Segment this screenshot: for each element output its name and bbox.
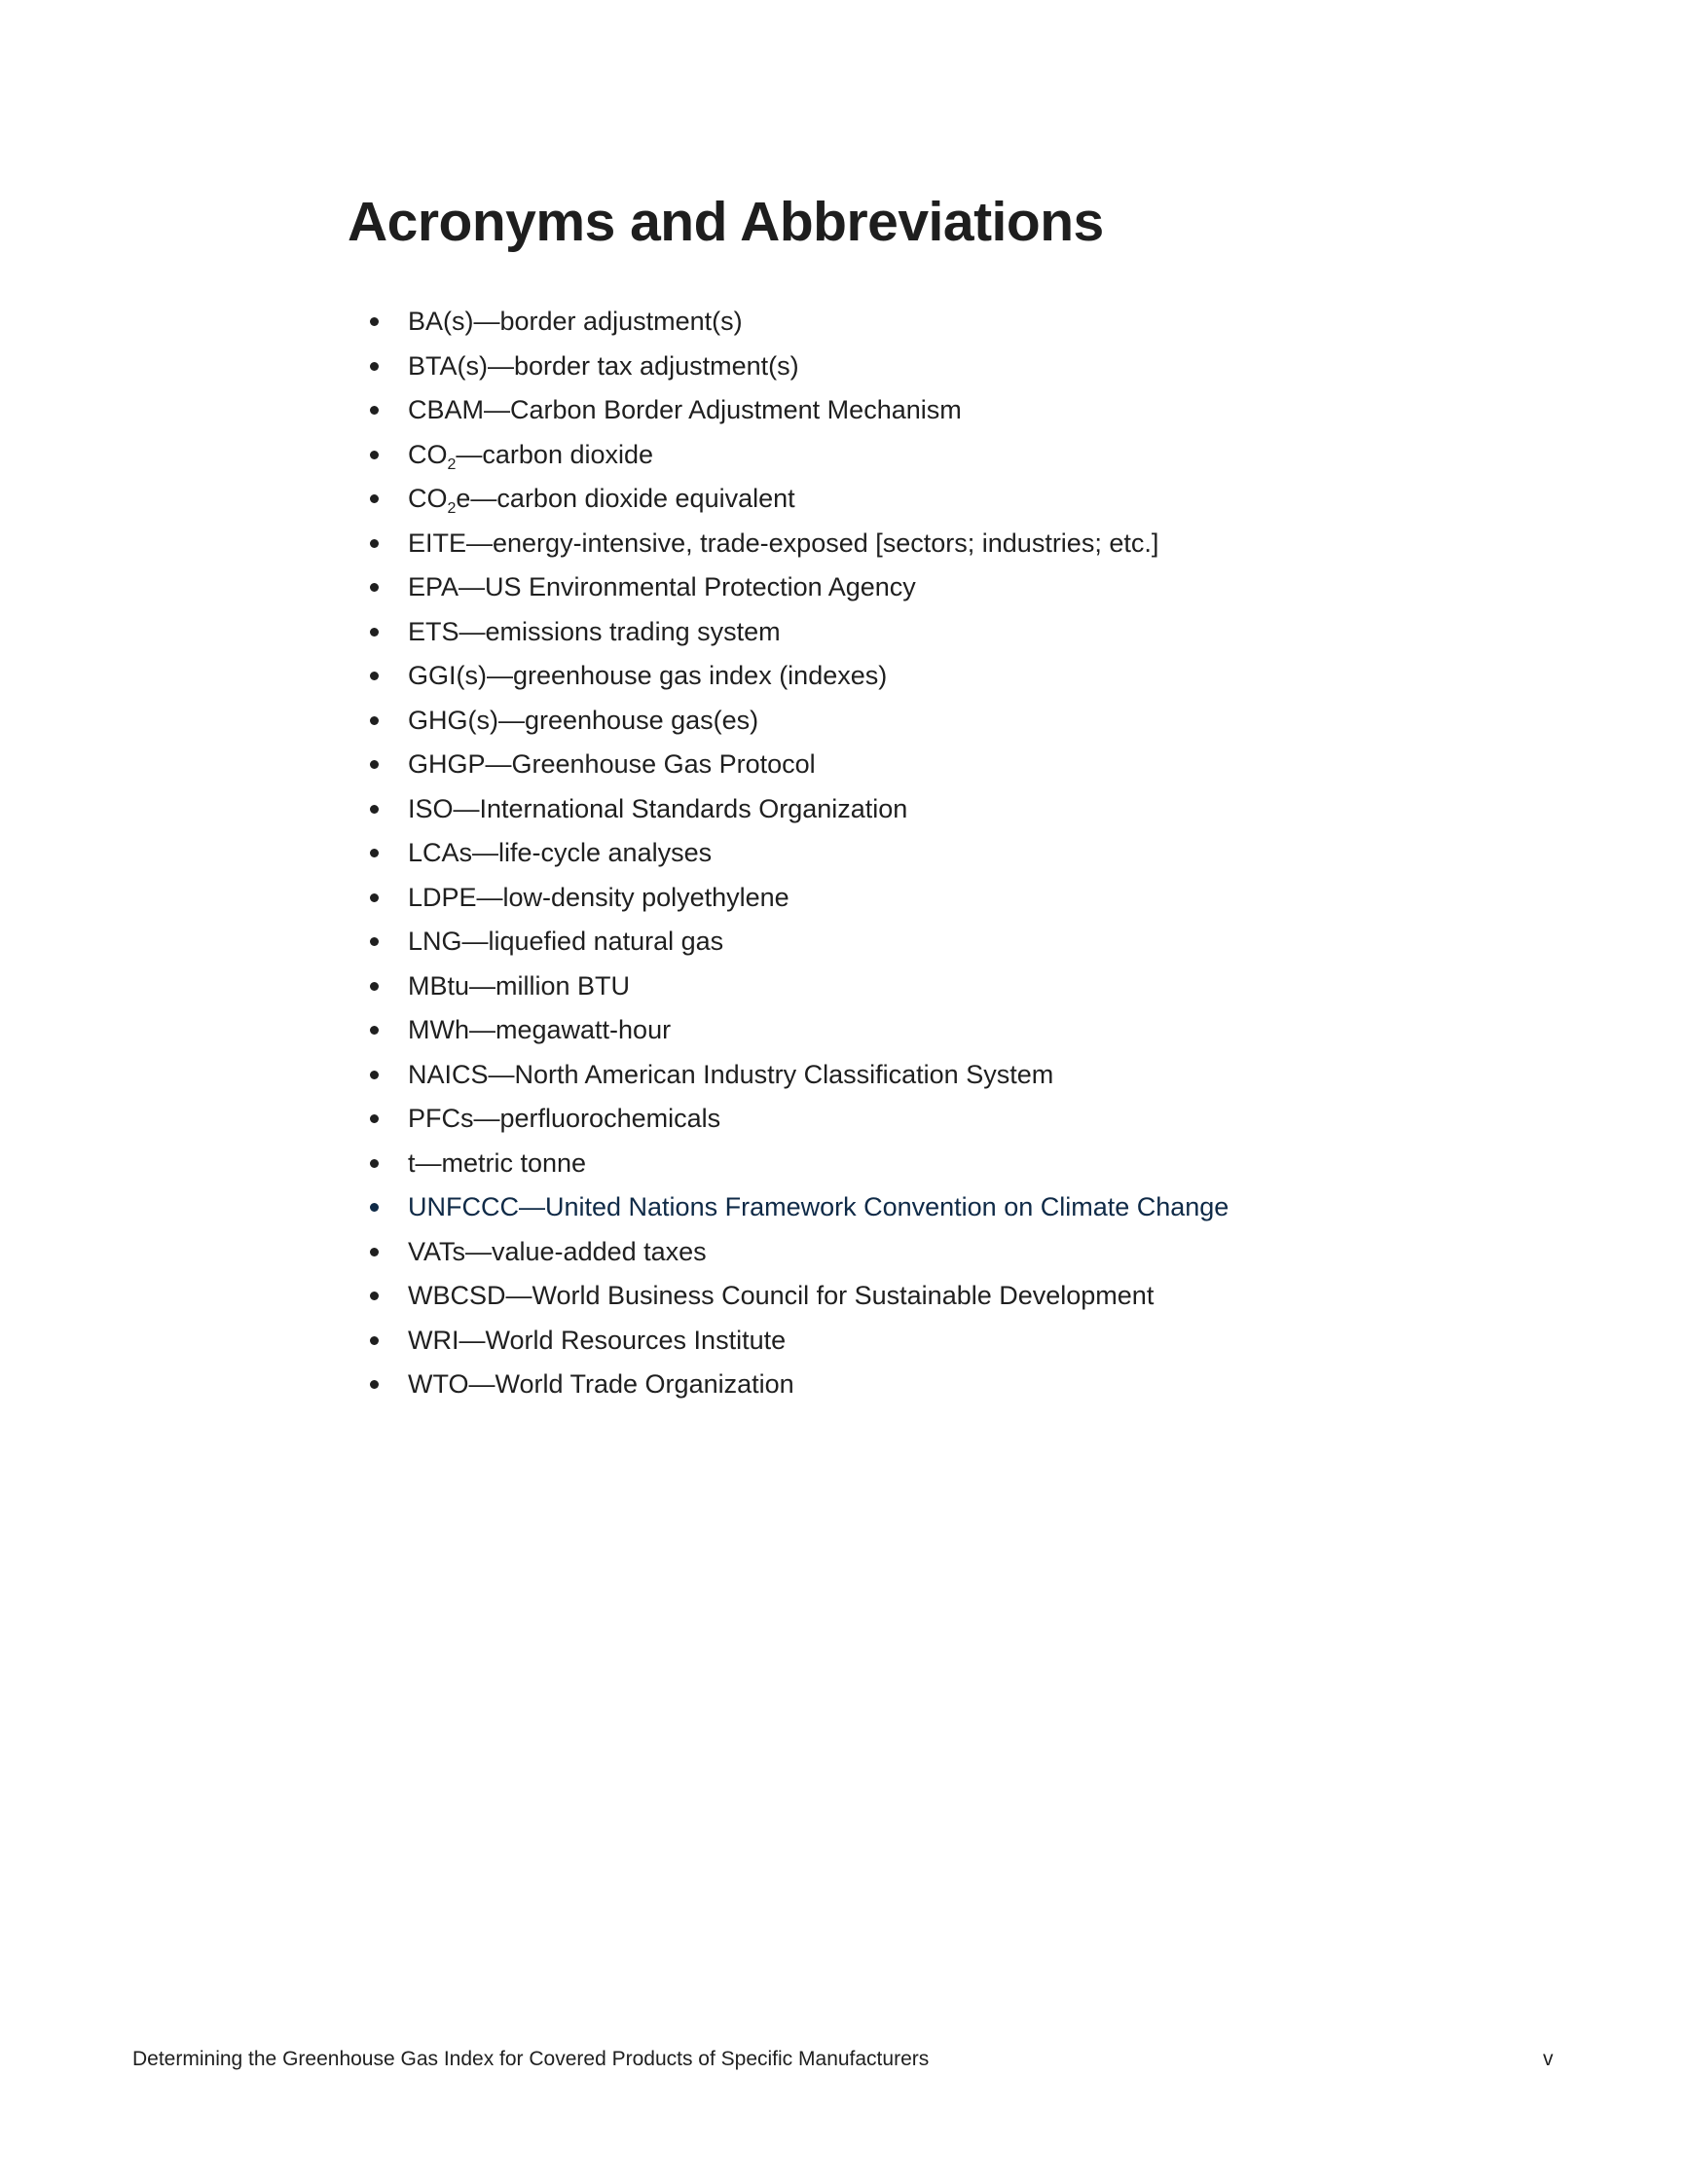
list-item-text: t—metric tonne bbox=[408, 1147, 587, 1178]
list-item-text: CBAM—Carbon Border Adjustment Mechanism bbox=[408, 395, 962, 424]
footer-document-title: Determining the Greenhouse Gas Index for Covered Products of Specific Manufacturers bbox=[132, 2048, 930, 2070]
bullet-icon bbox=[370, 628, 379, 637]
bullet-icon bbox=[370, 1114, 379, 1123]
list-item-text-prefix: CO bbox=[408, 439, 448, 469]
list-item-text: PFCs—perfluorochemicals bbox=[408, 1104, 721, 1133]
list-item bbox=[370, 1323, 1229, 1367]
bullet-icon bbox=[370, 1292, 379, 1300]
list-item bbox=[370, 392, 1229, 437]
page-number: v bbox=[1543, 2048, 1554, 2070]
list-item bbox=[370, 880, 1229, 925]
bullet-icon bbox=[370, 317, 379, 326]
list-item bbox=[370, 614, 1229, 659]
list-item-text: NAICS—North American Industry Classification System bbox=[408, 1059, 1054, 1089]
list-item-text: BA(s)—border adjustment(s) bbox=[408, 307, 743, 336]
bullet-icon bbox=[370, 716, 379, 725]
bullet-icon bbox=[370, 1248, 379, 1256]
list-item bbox=[370, 481, 1229, 526]
bullet-icon bbox=[370, 539, 379, 548]
list-item bbox=[370, 746, 1229, 791]
bullet-icon bbox=[370, 1159, 379, 1168]
list-item bbox=[370, 703, 1229, 747]
list-item bbox=[370, 968, 1229, 1013]
list-item-text: MWh—megawatt-hour bbox=[408, 1015, 672, 1044]
list-item-text-prefix: CO bbox=[408, 484, 448, 513]
bullet-icon bbox=[370, 849, 379, 857]
page-title: Acronyms and Abbreviations bbox=[348, 191, 1104, 253]
list-item bbox=[370, 1234, 1229, 1279]
bullet-icon bbox=[370, 1336, 379, 1345]
list-item-text: GHG(s)—greenhouse gas(es) bbox=[408, 705, 759, 735]
bullet-icon bbox=[370, 937, 379, 946]
list-item-text: WTO—World Trade Organization bbox=[408, 1369, 794, 1399]
list-item-text[interactable]: UNFCCC—United Nations Framework Convention on Climate Change bbox=[408, 1192, 1229, 1221]
subscript: 2 bbox=[447, 500, 457, 517]
list-item bbox=[370, 348, 1229, 393]
list-item-text-suffix: —carbon dioxide bbox=[456, 439, 654, 469]
list-item-text: EITE—energy-intensive, trade-exposed [sectors; industries; etc.] bbox=[408, 528, 1159, 558]
list-item bbox=[370, 437, 1229, 482]
bullet-icon bbox=[370, 1026, 379, 1035]
list-item-text: GGI(s)—greenhouse gas index (indexes) bbox=[408, 661, 888, 690]
list-item-text-suffix: e—carbon dioxide equivalent bbox=[456, 484, 795, 513]
list-item bbox=[370, 1278, 1229, 1323]
acronym-list bbox=[370, 304, 1229, 1411]
bullet-icon bbox=[370, 672, 379, 680]
bullet-icon bbox=[370, 583, 379, 592]
bullet-icon bbox=[370, 451, 379, 459]
list-item bbox=[370, 791, 1229, 836]
list-item bbox=[370, 304, 1229, 348]
list-item bbox=[370, 1057, 1229, 1102]
bullet-icon bbox=[370, 1203, 379, 1212]
bullet-icon bbox=[370, 406, 379, 415]
list-item-text: WBCSD—World Business Council for Sustainable Development bbox=[408, 1281, 1155, 1310]
subscript: 2 bbox=[447, 455, 457, 473]
list-item-text: LDPE—low-density polyethylene bbox=[408, 882, 789, 912]
list-item-text: GHGP—Greenhouse Gas Protocol bbox=[408, 749, 816, 779]
bullet-icon bbox=[370, 893, 379, 902]
list-item-link[interactable] bbox=[370, 1189, 1229, 1234]
list-item bbox=[370, 924, 1229, 968]
list-item bbox=[370, 658, 1229, 703]
list-item-text: BTA(s)—border tax adjustment(s) bbox=[408, 350, 799, 381]
list-item bbox=[370, 569, 1229, 614]
list-item bbox=[370, 1012, 1229, 1057]
bullet-icon bbox=[370, 1380, 379, 1389]
list-item-text: EPA—US Environmental Protection Agency bbox=[408, 572, 916, 601]
bullet-icon bbox=[370, 805, 379, 814]
bullet-icon bbox=[370, 982, 379, 991]
list-item bbox=[370, 1101, 1229, 1146]
bullet-icon bbox=[370, 362, 379, 371]
list-item-text: MBtu—million BTU bbox=[408, 970, 631, 1001]
bullet-icon bbox=[370, 760, 379, 769]
list-item-text: LNG—liquefied natural gas bbox=[408, 927, 724, 956]
list-item-text: ETS—emissions trading system bbox=[408, 616, 781, 646]
list-item bbox=[370, 1146, 1229, 1190]
list-item-text: ISO—International Standards Organization bbox=[408, 793, 908, 823]
list-item bbox=[370, 835, 1229, 880]
list-item-text: VATs—value-added taxes bbox=[408, 1236, 707, 1266]
list-item-text: WRI—World Resources Institute bbox=[408, 1325, 787, 1355]
list-item bbox=[370, 526, 1229, 570]
bullet-icon bbox=[370, 494, 379, 503]
list-item bbox=[370, 1366, 1229, 1411]
list-item-text: LCAs—life-cycle analyses bbox=[408, 838, 713, 867]
bullet-icon bbox=[370, 1071, 379, 1079]
